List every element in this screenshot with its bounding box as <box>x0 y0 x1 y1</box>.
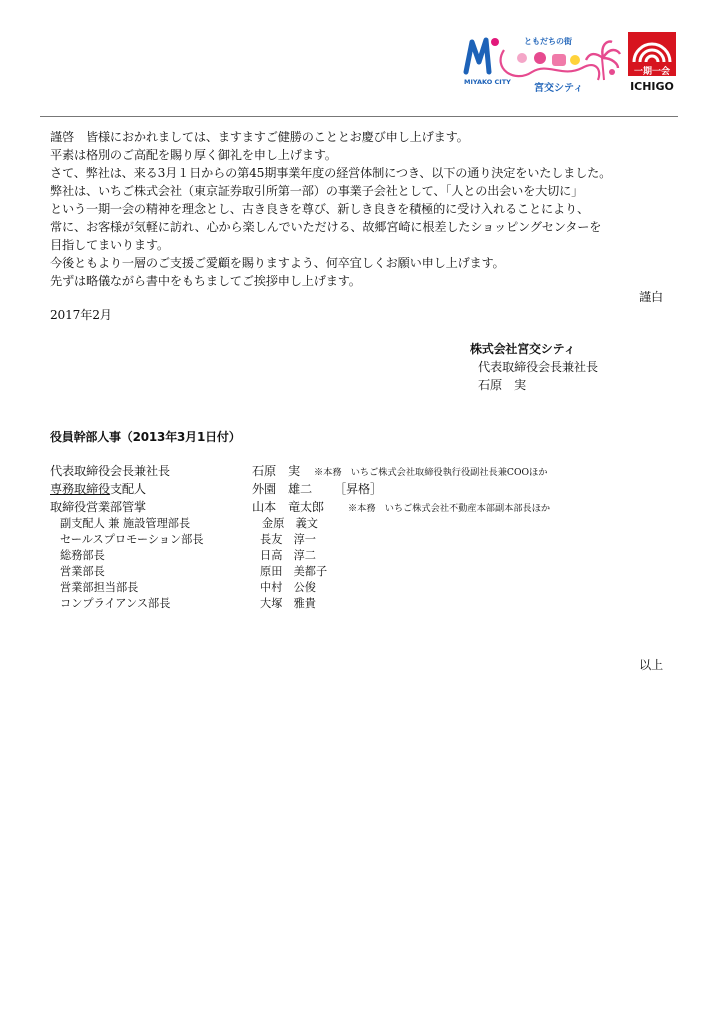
personnel-note: ※本務 いちご株式会社不動産本部副本部長ほか <box>348 503 551 514</box>
letter-date: 2017年2月 <box>50 308 112 322</box>
letter-line: 謹啓 皆様におかれましては、ますますご健勝のこととお慶び申し上げます。 <box>50 130 469 144</box>
personnel-title: 代表取締役会長兼社長 <box>50 464 170 478</box>
personnel-title: 営業部担当部長 <box>60 581 139 594</box>
letter-line: 弊社は、いちご株式会社（東京証券取引所第一部）の事業子会社として、「人との出会いを大切に」 <box>50 184 584 198</box>
personnel-name: 日高 淳二 <box>260 549 316 562</box>
ichigo-name-jp: 一期一会 <box>633 67 671 77</box>
personnel-title: コンプライアンス部長 <box>60 597 171 610</box>
title-underlined: 専務取締役 <box>50 482 110 496</box>
personnel-title: 営業部長 <box>60 565 105 578</box>
personnel-title: 取締役営業部管掌 <box>50 500 146 514</box>
personnel-name: 金原 義文 <box>262 517 318 530</box>
miyako-tagline: ともだちの街 <box>524 37 572 46</box>
closing-word: 謹白 <box>639 290 663 304</box>
personnel-heading: 役員幹部人事（2013年3月1日付） <box>50 430 241 444</box>
personnel-name: 山本 竜太郎 <box>252 500 324 514</box>
letter-line: 平素は格別のご高配を賜り厚く御礼を申し上げます。 <box>50 148 337 162</box>
personnel-name: 石原 実 <box>252 464 300 478</box>
personnel-note: ※本務 いちご株式会社取締役執行役副社長兼COOほか <box>314 467 548 478</box>
title-rest: 支配人 <box>109 482 146 496</box>
header-divider <box>40 116 678 117</box>
signer-title: 代表取締役会長兼社長 <box>478 360 598 374</box>
personnel-name: 外園 雄二 <box>252 482 312 496</box>
company-name: 株式会社宮交シティ <box>470 342 576 356</box>
letter-line: 目指してまいります。 <box>50 238 169 252</box>
personnel-title: 副支配人 兼 施設管理部長 <box>60 517 191 530</box>
signer-name: 石原 実 <box>478 378 526 392</box>
letter-line: 先ずは略儀ながら書中をもちましてご挨拶申し上げます。 <box>50 274 361 288</box>
personnel-name: 中村 公俊 <box>260 581 316 594</box>
miyako-name: 宮交シティ <box>534 83 584 94</box>
personnel-title <box>50 480 146 497</box>
miyako-brand-text: MIYAKO CITY <box>464 78 511 86</box>
ichigo-name-en: ICHIGO <box>630 80 674 93</box>
letter-line: 今後ともより一層のご支援ご愛顧を賜りますよう、何卒宜しくお願い申し上げます。 <box>50 256 505 270</box>
personnel-name: 原田 美都子 <box>260 565 328 578</box>
end-mark: 以上 <box>639 658 663 672</box>
personnel-title: 総務部長 <box>60 549 105 562</box>
ichigo-logo <box>628 32 676 94</box>
letter-line: という一期一会の精神を理念とし、古き良きを尊び、新しき良きを積極的に受け入れることにより、 <box>50 202 589 216</box>
promotion-note: ［昇格］ <box>334 482 382 496</box>
personnel-title: セールスプロモーション部長 <box>60 533 204 546</box>
miyako-city-logo <box>462 28 627 98</box>
personnel-name: 長友 淳一 <box>260 533 316 546</box>
letter-line: さて、弊社は、来る3月１日からの第45期事業年度の経営体制につき、以下の通り決定をいたしました。 <box>50 166 612 180</box>
letter-line: 常に、お客様が気軽に訪れ、心から楽しんでいただける、故郷宮崎に根差したショッピングセンターを <box>50 220 602 234</box>
personnel-name: 大塚 雅貴 <box>260 597 316 610</box>
